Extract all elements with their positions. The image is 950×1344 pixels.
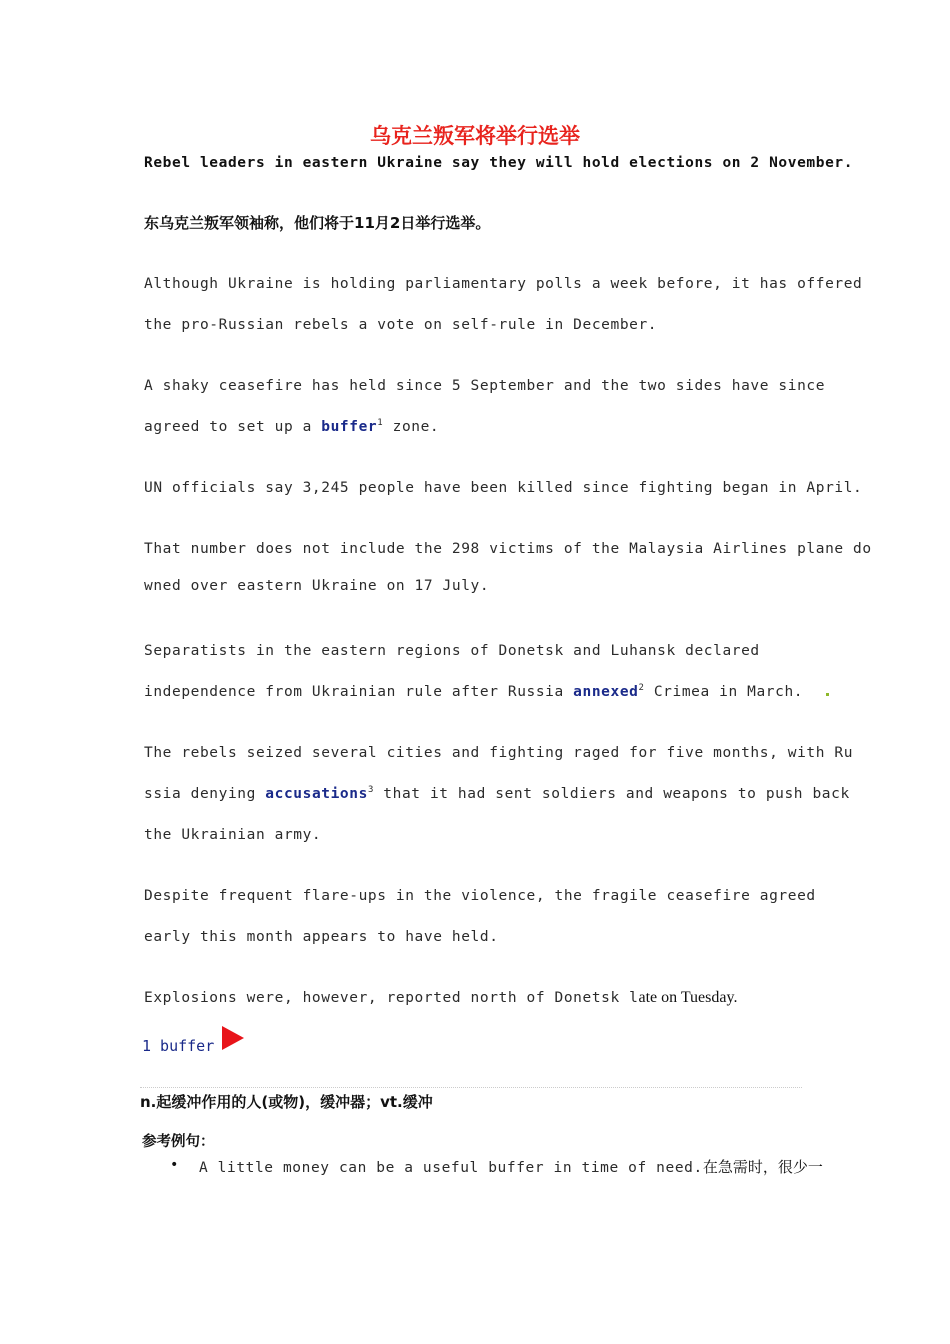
examples-heading: 参考例句： xyxy=(142,1134,215,1150)
paragraph-1-line-2: the pro-Russian rebels a vote on self-rule in December. xyxy=(144,317,658,333)
text-segment: that it had sent soldiers and weapons to push back xyxy=(373,786,850,802)
example-english: A little money can be a useful buffer in time of need. xyxy=(199,1160,703,1176)
marker-dot xyxy=(826,693,829,696)
footnote-marker-2[interactable]: 2 xyxy=(638,683,645,694)
paragraph-4-line-1: That number does not include the 298 victims of the Malaysia Airlines plane do xyxy=(144,541,872,557)
paragraph-8-line-1 xyxy=(144,988,737,1008)
paragraph-5-line-1: Separatists in the eastern regions of Donetsk and Luhansk declared xyxy=(144,643,760,659)
paragraph-7-line-1: Despite frequent flare-ups in the violence, the fragile ceasefire agreed xyxy=(144,888,816,904)
paragraph-7-line-2: early this month appears to have held. xyxy=(144,929,499,945)
example-chinese: 在急需时，很少一 xyxy=(702,1158,823,1176)
divider xyxy=(140,1087,802,1088)
example-sentence xyxy=(199,1156,823,1177)
subtitle-english: Rebel leaders in eastern Ukraine say they will hold elections on 2 November. xyxy=(144,155,854,171)
bullet: • xyxy=(170,1157,179,1173)
glossary-entry-label: 1 buffer xyxy=(142,1037,215,1055)
text-segment: Crimea in March. xyxy=(644,684,804,700)
paragraph-2-line-1: A shaky ceasefire has held since 5 September and the two sides have since xyxy=(144,378,826,394)
text-segment: agreed to set up a xyxy=(144,419,322,435)
text-segment: zone. xyxy=(383,419,440,435)
paragraph-3-line-1: UN officials say 3,245 people have been killed since fighting began in April. xyxy=(144,480,863,496)
vocab-term-accusations[interactable]: accusations xyxy=(265,786,368,802)
page-title: 乌克兰叛军将举行选举 xyxy=(370,124,580,148)
footnote-marker-3[interactable]: 3 xyxy=(367,785,374,796)
paragraph-6-line-2 xyxy=(144,784,850,804)
play-icon[interactable] xyxy=(222,1026,244,1050)
paragraph-5-line-2 xyxy=(144,682,830,702)
footnote-marker-1[interactable]: 1 xyxy=(377,418,384,429)
subtitle-chinese: 东乌克兰叛军领袖称，他们将于11月2日举行选举。 xyxy=(144,214,491,232)
paragraph-6-line-1: The rebels seized several cities and fighting raged for five months, with Ru xyxy=(144,745,854,761)
text-segment: independence from Ukrainian rule after Russia xyxy=(144,684,574,700)
paragraph-4-line-2: wned over eastern Ukraine on 17 July. xyxy=(144,578,490,594)
text-segment: ate on Tuesday. xyxy=(638,989,738,1006)
paragraph-6-line-3: the Ukrainian army. xyxy=(144,827,322,843)
glossary-definition: n.起缓冲作用的人(或物)，缓冲器；vt.缓冲 xyxy=(140,1093,433,1111)
text-segment: ssia denying xyxy=(144,786,266,802)
vocab-term-buffer[interactable]: buffer xyxy=(321,419,378,435)
vocab-term-annexed[interactable]: annexed xyxy=(573,684,639,700)
paragraph-2-line-2 xyxy=(144,417,439,437)
text-segment: Explosions were, however, reported north of Donetsk l xyxy=(144,990,639,1006)
paragraph-1-line-1: Although Ukraine is holding parliamentary polls a week before, it has offered xyxy=(144,276,863,292)
